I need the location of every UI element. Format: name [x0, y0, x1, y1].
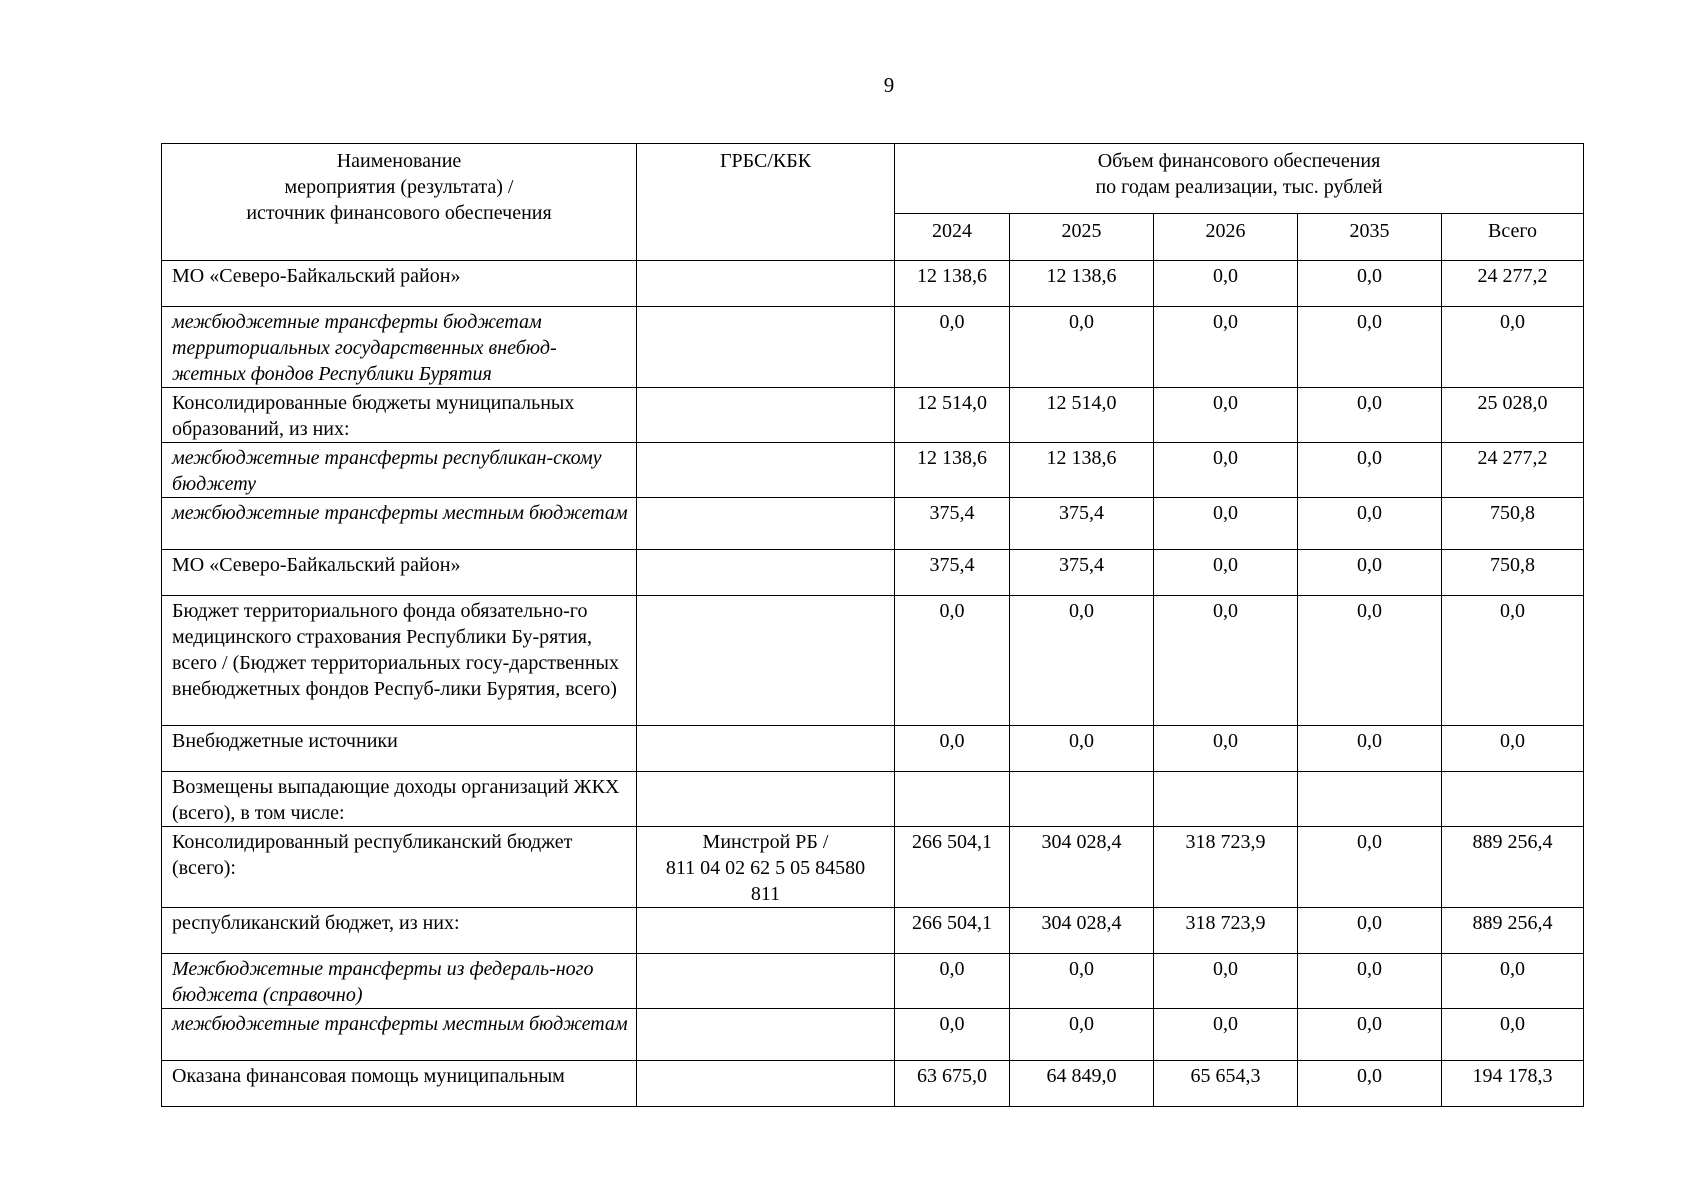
- header-year: 2026: [1154, 214, 1298, 261]
- row-total: 750,8: [1442, 550, 1584, 596]
- row-year-value: 0,0: [1298, 596, 1442, 726]
- row-year-value: 12 138,6: [895, 261, 1010, 307]
- row-year-value: 0,0: [1154, 307, 1298, 388]
- row-year-value: 266 504,1: [895, 908, 1010, 954]
- row-grbs: [637, 550, 895, 596]
- row-year-value: [1298, 772, 1442, 827]
- row-year-value: [895, 772, 1010, 827]
- row-year-value: 0,0: [1298, 307, 1442, 388]
- row-year-value: 12 138,6: [895, 443, 1010, 498]
- row-year-value: 0,0: [1298, 827, 1442, 908]
- row-name: межбюджетные трансферты местным бюджетам: [162, 1009, 637, 1061]
- table-row: [162, 908, 1584, 954]
- row-year-value: 0,0: [1298, 908, 1442, 954]
- row-year-value: 12 514,0: [895, 388, 1010, 443]
- row-grbs: [637, 307, 895, 388]
- row-name: Возмещены выпадающие доходы организаций ЖКХ (всего), в том числе:: [162, 772, 637, 827]
- table-row: [162, 388, 1584, 443]
- row-total: 750,8: [1442, 498, 1584, 550]
- table-row: [162, 1061, 1584, 1107]
- row-year-value: 0,0: [1154, 726, 1298, 772]
- row-year-value: 0,0: [1154, 1009, 1298, 1061]
- row-total: 0,0: [1442, 954, 1584, 1009]
- row-year-value: 0,0: [1298, 388, 1442, 443]
- row-grbs: [637, 261, 895, 307]
- row-total: 24 277,2: [1442, 261, 1584, 307]
- row-year-value: 63 675,0: [895, 1061, 1010, 1107]
- row-year-value: 375,4: [1010, 550, 1154, 596]
- row-year-value: 0,0: [1010, 596, 1154, 726]
- row-year-value: 0,0: [1010, 726, 1154, 772]
- header-year: 2025: [1010, 214, 1154, 261]
- row-grbs: [637, 772, 895, 827]
- row-year-value: 0,0: [1298, 954, 1442, 1009]
- row-year-value: 0,0: [1154, 443, 1298, 498]
- row-grbs: [637, 388, 895, 443]
- row-year-value: 12 138,6: [1010, 443, 1154, 498]
- row-total: 194 178,3: [1442, 1061, 1584, 1107]
- table-row: [162, 596, 1584, 726]
- row-year-value: 0,0: [1154, 550, 1298, 596]
- row-total: 0,0: [1442, 596, 1584, 726]
- row-name: Межбюджетные трансферты из федераль-ного бюджета (справочно): [162, 954, 637, 1009]
- header-grbs: ГРБС/КБК: [637, 144, 895, 261]
- table-row: [162, 954, 1584, 1009]
- table-row: [162, 261, 1584, 307]
- header-total: Всего: [1442, 214, 1584, 261]
- row-year-value: 0,0: [1154, 596, 1298, 726]
- row-year-value: 0,0: [895, 596, 1010, 726]
- table-row: [162, 307, 1584, 388]
- row-year-value: 0,0: [1298, 498, 1442, 550]
- row-name: межбюджетные трансферты республикан-скому бюджету: [162, 443, 637, 498]
- row-year-value: 0,0: [1154, 388, 1298, 443]
- row-year-value: 0,0: [1298, 550, 1442, 596]
- row-year-value: 375,4: [1010, 498, 1154, 550]
- row-year-value: 0,0: [1010, 1009, 1154, 1061]
- row-grbs: [637, 498, 895, 550]
- table-row: [162, 443, 1584, 498]
- row-year-value: 0,0: [895, 307, 1010, 388]
- row-year-value: 0,0: [1154, 498, 1298, 550]
- row-name: республиканский бюджет, из них:: [162, 908, 637, 954]
- table-row: [162, 827, 1584, 908]
- row-grbs: [637, 908, 895, 954]
- row-name: Консолидированные бюджеты муниципальных образований, из них:: [162, 388, 637, 443]
- row-year-value: 65 654,3: [1154, 1061, 1298, 1107]
- row-grbs: [637, 443, 895, 498]
- row-name: Внебюджетные источники: [162, 726, 637, 772]
- row-year-value: 318 723,9: [1154, 827, 1298, 908]
- row-name: МО «Северо-Байкальский район»: [162, 550, 637, 596]
- row-grbs: [637, 726, 895, 772]
- row-grbs: [637, 1009, 895, 1061]
- row-year-value: 0,0: [895, 726, 1010, 772]
- row-year-value: 304 028,4: [1010, 827, 1154, 908]
- row-name: Консолидированный республиканский бюджет (всего):: [162, 827, 637, 908]
- row-year-value: 318 723,9: [1154, 908, 1298, 954]
- row-year-value: 12 514,0: [1010, 388, 1154, 443]
- row-total: 24 277,2: [1442, 443, 1584, 498]
- row-grbs: [637, 1061, 895, 1107]
- row-year-value: 375,4: [895, 550, 1010, 596]
- row-year-value: 0,0: [1298, 443, 1442, 498]
- row-total: 0,0: [1442, 307, 1584, 388]
- page-number: 9: [883, 73, 895, 97]
- row-name: Бюджет территориального фонда обязательно-го медицинского страхования Республики Бу-рятия, всего / (Бюджет территориальных госу-дарственных внебюджетных фондов Респуб-лики Бурятия, всего): [162, 596, 637, 726]
- row-total: 0,0: [1442, 726, 1584, 772]
- row-total: 0,0: [1442, 1009, 1584, 1061]
- table-row: [162, 726, 1584, 772]
- header-name: Наименование мероприятия (результата) / источник финансового обеспечения: [162, 144, 637, 261]
- row-year-value: 375,4: [895, 498, 1010, 550]
- row-total: [1442, 772, 1584, 827]
- header-year: 2035: [1298, 214, 1442, 261]
- row-year-value: 0,0: [1298, 726, 1442, 772]
- row-year-value: 304 028,4: [1010, 908, 1154, 954]
- row-name: Оказана финансовая помощь муниципальным: [162, 1061, 637, 1107]
- row-name: межбюджетные трансферты бюджетам территориальных государственных внебюд-жетных фондов Республики Бурятия: [162, 307, 637, 388]
- row-year-value: 0,0: [1010, 954, 1154, 1009]
- row-name: межбюджетные трансферты местным бюджетам: [162, 498, 637, 550]
- table-row: [162, 498, 1584, 550]
- row-year-value: 0,0: [1154, 261, 1298, 307]
- table-row: [162, 550, 1584, 596]
- row-grbs: Минстрой РБ / 811 04 02 62 5 05 84580 811: [637, 827, 895, 908]
- row-year-value: 0,0: [1298, 261, 1442, 307]
- row-year-value: 266 504,1: [895, 827, 1010, 908]
- row-year-value: [1154, 772, 1298, 827]
- row-name: МО «Северо-Байкальский район»: [162, 261, 637, 307]
- row-grbs: [637, 954, 895, 1009]
- row-total: 25 028,0: [1442, 388, 1584, 443]
- table-row: [162, 1009, 1584, 1061]
- header-volume: Объем финансового обеспечения по годам реализации, тыс. рублей: [895, 144, 1584, 214]
- row-total: 889 256,4: [1442, 908, 1584, 954]
- header-year: 2024: [895, 214, 1010, 261]
- row-year-value: 0,0: [1298, 1061, 1442, 1107]
- row-year-value: 0,0: [895, 1009, 1010, 1061]
- row-year-value: 0,0: [1298, 1009, 1442, 1061]
- row-year-value: 12 138,6: [1010, 261, 1154, 307]
- row-year-value: 0,0: [895, 954, 1010, 1009]
- financing-table: [161, 143, 1584, 1107]
- row-year-value: 64 849,0: [1010, 1061, 1154, 1107]
- table-row: [162, 772, 1584, 827]
- row-year-value: 0,0: [1154, 954, 1298, 1009]
- row-total: 889 256,4: [1442, 827, 1584, 908]
- row-grbs: [637, 596, 895, 726]
- row-year-value: [1010, 772, 1154, 827]
- row-year-value: 0,0: [1010, 307, 1154, 388]
